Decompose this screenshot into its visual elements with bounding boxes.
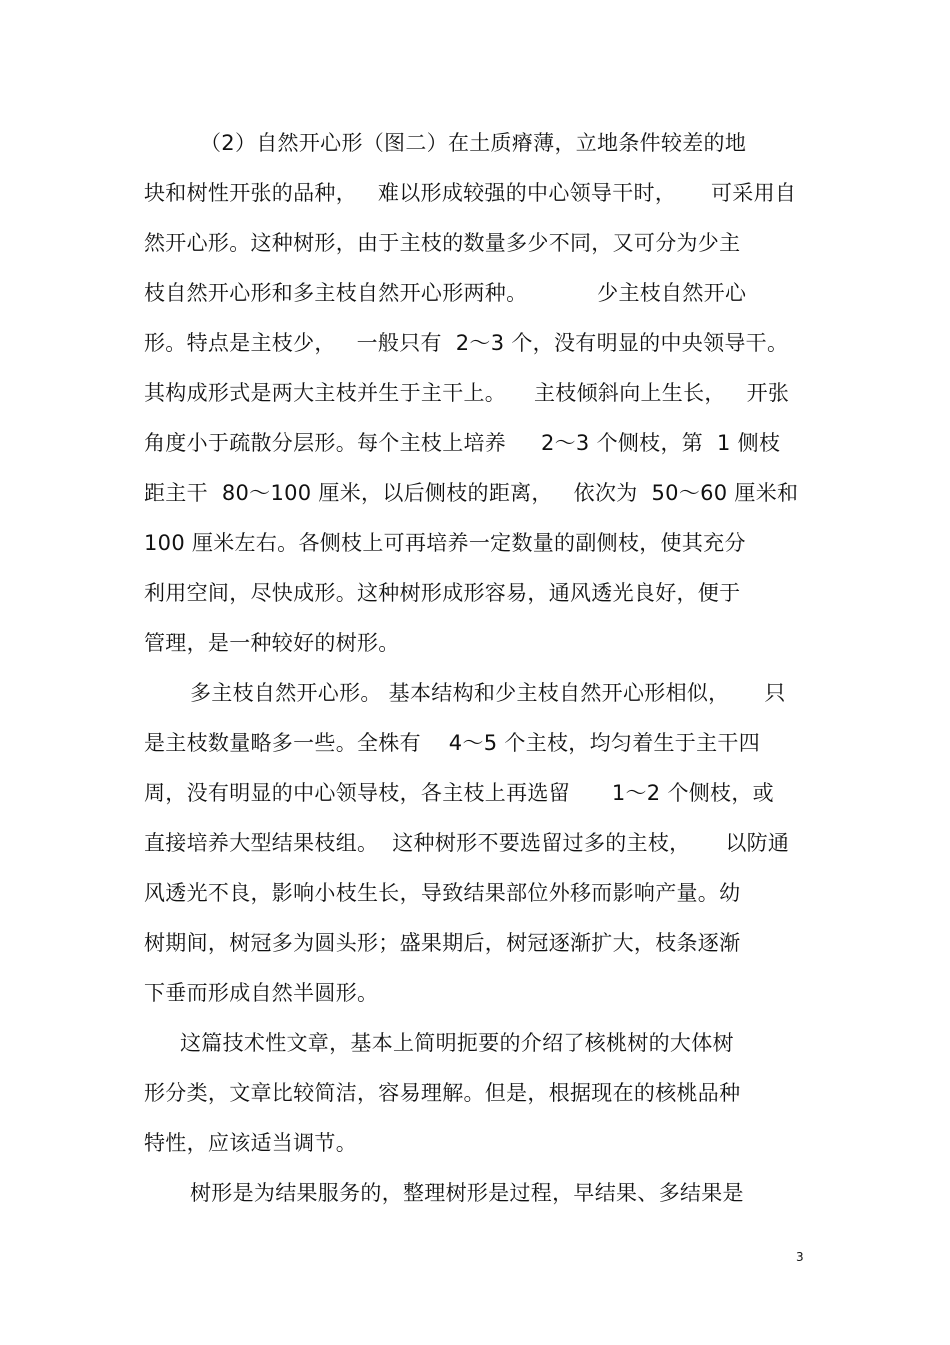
paragraph-line: 是主枝数量略多一些。全株有 4～5 个主枝，均匀着生于主干四 [144, 731, 760, 755]
paragraph-line: 枝自然开心形和多主枝自然开心形两种。 少主枝自然开心 [144, 281, 747, 305]
paragraph-line: 周，没有明显的中心领导枝，各主枝上再选留 1～2 个侧枝，或 [144, 781, 774, 805]
paragraph-line: 直接培养大型结果枝组。 这种树形不要选留过多的主枝， 以防通 [144, 831, 790, 855]
paragraph-line: 形。特点是主枝少， 一般只有 2～3 个，没有明显的中央领导干。 [144, 331, 789, 355]
page-number: 3 [796, 1250, 804, 1264]
paragraph-line: 形分类，文章比较简洁，容易理解。但是，根据现在的核桃品种 [144, 1081, 741, 1105]
paragraph-line: 特性，应该适当调节。 [144, 1131, 357, 1155]
paragraph-line: 然开心形。这种树形，由于主枝的数量多少不同，又可分为少主 [144, 231, 741, 255]
paragraph-line: 角度小于疏散分层形。每个主枝上培养 2～3 个侧枝，第 1 侧枝 [144, 431, 781, 455]
paragraph-line: 风透光不良，影响小枝生长，导致结果部位外移而影响产量。幼 [144, 881, 741, 905]
paragraph-line: 树形是为结果服务的，整理树形是过程，早结果、多结果是 [190, 1181, 744, 1205]
paragraph-line: 利用空间，尽快成形。这种树形成形容易，通风透光良好，便于 [144, 581, 741, 605]
paragraph-line: 管理，是一种较好的树形。 [144, 631, 400, 655]
paragraph-line: 距主干 80～100 厘米，以后侧枝的距离， 依次为 50～60 厘米和 [144, 481, 799, 505]
paragraph-line: 100 厘米左右。各侧枝上可再培养一定数量的副侧枝，使其充分 [144, 531, 746, 555]
paragraph-line: （2）自然开心形（图二）在土质瘠薄，立地条件较差的地 [200, 131, 747, 155]
paragraph-line: 块和树性开张的品种， 难以形成较强的中心领导干时， 可采用自 [144, 181, 797, 205]
paragraph-line: 下垂而形成自然半圆形。 [144, 981, 379, 1005]
paragraph-line: 这篇技术性文章，基本上简明扼要的介绍了核桃树的大体树 [180, 1031, 734, 1055]
paragraph-line: 其构成形式是两大主枝并生于主干上。 主枝倾斜向上生长， 开张 [144, 381, 790, 405]
paragraph-line: 树期间，树冠多为圆头形；盛果期后，树冠逐渐扩大，枝条逐渐 [144, 931, 741, 955]
paragraph-line: 多主枝自然开心形。 基本结构和少主枝自然开心形相似， 只 [190, 681, 786, 705]
